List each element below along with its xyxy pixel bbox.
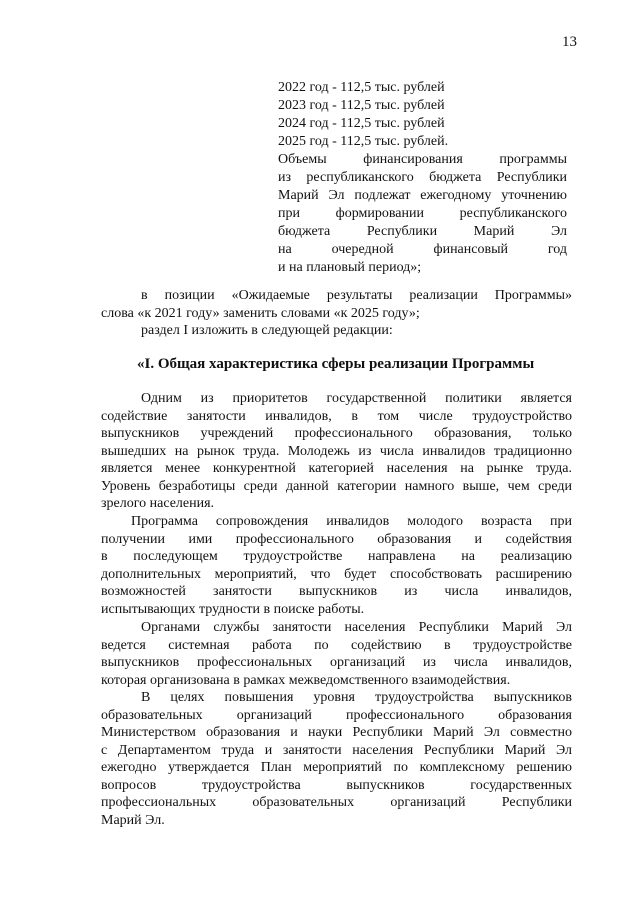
paragraph-line: содействие занятости инвалидов, в том числе трудоустройство <box>101 408 572 424</box>
funding-year-line: 2024 год - 112,5 тыс. рублей <box>278 116 445 131</box>
paragraph-line: выпускников учреждений профессионального образования, только <box>101 426 572 441</box>
funding-note-line: и на плановый период»; <box>278 260 422 275</box>
paragraph-line: возможностей занятости выпускников из числа инвалидов, <box>101 584 572 599</box>
section-heading: «I. Общая характеристика сферы реализации Программы <box>137 356 535 372</box>
paragraph-line: ведется системная работа по содействию в трудоустройстве <box>101 637 572 653</box>
paragraph-line: образовательных организаций профессионального образования <box>101 707 572 723</box>
funding-note-line: Марий Эл подлежат ежегодному уточнению <box>278 188 567 203</box>
paragraph-line: дополнительных мероприятий, что будет способствовать расширению <box>101 566 572 582</box>
paragraph-line: зрелого населения. <box>101 496 215 511</box>
paragraph-line: является менее конкурентной категорией населения на рынке труда. <box>101 461 572 476</box>
paragraph-line: в последующем трудоустройстве направлена на реализацию <box>101 549 572 564</box>
funding-note-line: на очередной финансовый год <box>278 242 567 257</box>
paragraph-line: с Департаментом труда и занятости населения Республики Марий Эл <box>101 742 572 758</box>
funding-year-line: 2022 год - 112,5 тыс. рублей <box>278 80 445 95</box>
funding-schedule <box>278 79 567 277</box>
paragraph-line: ежегодно утверждается План мероприятий по комплексному решению <box>101 760 572 775</box>
paragraph-line: вышедших на рынок труда. Молодежь из числа инвалидов традиционно <box>101 443 572 459</box>
paragraph-line: профессиональных образовательных организаций Республики <box>101 795 572 810</box>
amendment-instructions <box>101 287 572 340</box>
paragraph-line: которая организована в рамках межведомственного взаимодействия. <box>101 672 511 688</box>
page-number: 13 <box>562 34 577 50</box>
funding-note-line: из республиканского бюджета Республики <box>278 170 567 185</box>
instruction-line: слова «к 2021 году» заменить словами «к 2025 году»; <box>101 305 420 321</box>
funding-note-line: при формировании республиканского <box>278 206 567 221</box>
paragraph-line: вопросов трудоустройства выпускников государственных <box>101 777 572 793</box>
paragraph <box>101 689 572 829</box>
paragraph-line: получении ими профессионального образования и содействия <box>101 531 572 547</box>
funding-year-line: 2025 год - 112,5 тыс. рублей. <box>278 134 449 149</box>
funding-note-line: бюджета Республики Марий Эл <box>278 224 567 239</box>
paragraph-line: Органами службы занятости населения Республики Марий Эл <box>141 620 572 635</box>
paragraph-line: Программа сопровождения инвалидов молодого возраста при <box>131 514 572 529</box>
paragraph-line: Министерством образования и науки Республики Марий Эл совместно <box>101 725 572 740</box>
paragraph-line: Уровень безработицы среди данной категории намного выше, чем среди <box>101 478 572 494</box>
funding-note-line: Объемы финансирования программы <box>278 152 567 167</box>
paragraph-line: Одним из приоритетов государственной политики является <box>141 391 572 406</box>
paragraph-line: Марий Эл. <box>101 812 165 828</box>
paragraph <box>101 619 572 689</box>
funding-year-line: 2023 год - 112,5 тыс. рублей <box>278 98 445 113</box>
instruction-line: в позиции «Ожидаемые результаты реализации Программы» <box>141 288 572 303</box>
paragraph <box>101 513 572 618</box>
paragraph <box>101 390 572 513</box>
paragraph-line: испытывающих трудности в поиске работы. <box>101 601 365 617</box>
paragraph-line: выпускников профессиональных организаций из числа инвалидов, <box>101 655 572 670</box>
instruction-line: раздел I изложить в следующей редакции: <box>141 323 393 338</box>
paragraph-line: В целях повышения уровня трудоустройства выпускников <box>141 690 572 705</box>
